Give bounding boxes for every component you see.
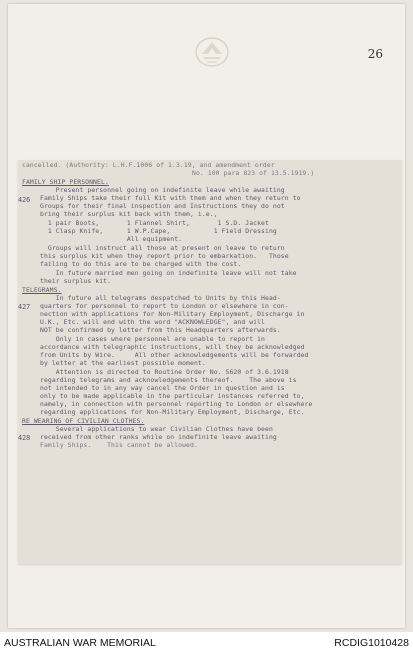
civilian-clothes-line: Family Ships. This cannot be allowed. xyxy=(40,441,198,449)
family-ship-line: Groups will instruct all those at present on leave to return xyxy=(40,244,285,252)
telegrams-line: regarding telegrams and acknowledgements thereof. The above is xyxy=(40,376,297,384)
civilian-clothes-line: received from other ranks while on indefinite leave awaiting xyxy=(40,433,277,441)
telegrams-line: nection with applications for Non-Military Employment, Discharge in xyxy=(40,310,305,318)
family-ship-line: this surplus kit when they report prior to embarkation. Those xyxy=(40,252,289,260)
family-ship-line: 1 pair Boots, 1 Flannel Shirt, 1 S.D. Jacket xyxy=(40,219,269,227)
cancelled-line-1: cancelled. (Authority: L.H.F.1006 of 1.3.19, and amendment order xyxy=(22,161,275,169)
family-ship-line: bring their surplus kit back with them, i.e., xyxy=(40,210,218,218)
footer-institution: AUSTRALIAN WAR MEMORIAL xyxy=(4,637,156,649)
document-page xyxy=(8,4,405,628)
family-ship-line: their surplus kit. xyxy=(40,277,112,285)
telegrams-line: Only in cases where personnel are unable to report in xyxy=(40,335,266,343)
telegrams-line: from Units by Wire. All other acknowledgements will be forwarded xyxy=(40,351,309,359)
telegrams-line: only to be made applicable in the particular instances referred to, xyxy=(40,392,305,400)
family-ship-line: 1 Clasp Knife, 1 W.P.Cape, 1 Field Dressing xyxy=(40,227,277,235)
telegrams-line: NOT be confirmed by letter from this Headquarters afterwards. xyxy=(40,326,281,334)
crest-emblem-icon xyxy=(194,36,230,68)
family-ship-line: Family Ships take their full Kit with them and when they return to xyxy=(40,194,301,202)
telegrams-line: not intended to in any way cancel the Order in question and is xyxy=(40,384,285,392)
telegrams-line: In future all telegrams despatched to Units by this Head- xyxy=(40,294,281,302)
paragraph-number-426: 426 xyxy=(18,196,31,204)
telegrams-line: accordance with telegraphic instructions, will they be acknowledged xyxy=(40,343,305,351)
paragraph-number-428: 428 xyxy=(18,434,31,442)
family-ship-heading: FAMILY SHIP PERSONNEL. xyxy=(22,178,109,186)
telegrams-line: regarding applications for Non-Military Employment, Discharge, Etc. xyxy=(40,408,305,416)
typed-slip xyxy=(18,160,402,564)
paragraph-number-427: 427 xyxy=(18,303,31,311)
family-ship-line: failing to do this are to be charged with the cost. xyxy=(40,260,242,268)
civilian-clothes-heading: RE WEARING OF CIVILIAN CLOTHES. xyxy=(22,417,145,425)
footer-record-id: RCDIG1010428 xyxy=(334,637,409,649)
archive-footer xyxy=(0,632,413,654)
family-ship-line: In future married men going on indefinite leave will not take xyxy=(40,269,297,277)
telegrams-line: quarters for personnel to report to London or elsewhere in con- xyxy=(40,302,289,310)
telegrams-line: namely, in connection with personnel reporting to London or elsewhere xyxy=(40,400,313,408)
family-ship-line: All equipment. xyxy=(40,235,183,243)
civilian-clothes-line: Several applications to wear Civilian Clothes have been xyxy=(40,425,273,433)
cancelled-line-2: No. 100 para 823 of 13.5.1919.) xyxy=(192,169,315,177)
telegrams-line: U.K., Etc. will end with the word "ACKNOWLEDGE", and will xyxy=(40,318,266,326)
telegrams-line: Attention is directed to Routine Order No. 5620 of 3.6.1918 xyxy=(40,368,289,376)
page-number: 26 xyxy=(367,47,383,61)
telegrams-heading: TELEGRAMS. xyxy=(22,286,62,294)
telegrams-line: by letter at the earliest possible moment. xyxy=(40,359,206,367)
family-ship-line: Present personnel going on indefinite leave while awaiting xyxy=(40,186,285,194)
family-ship-line: Groups for their final inspection and Instructions they do not xyxy=(40,202,285,210)
